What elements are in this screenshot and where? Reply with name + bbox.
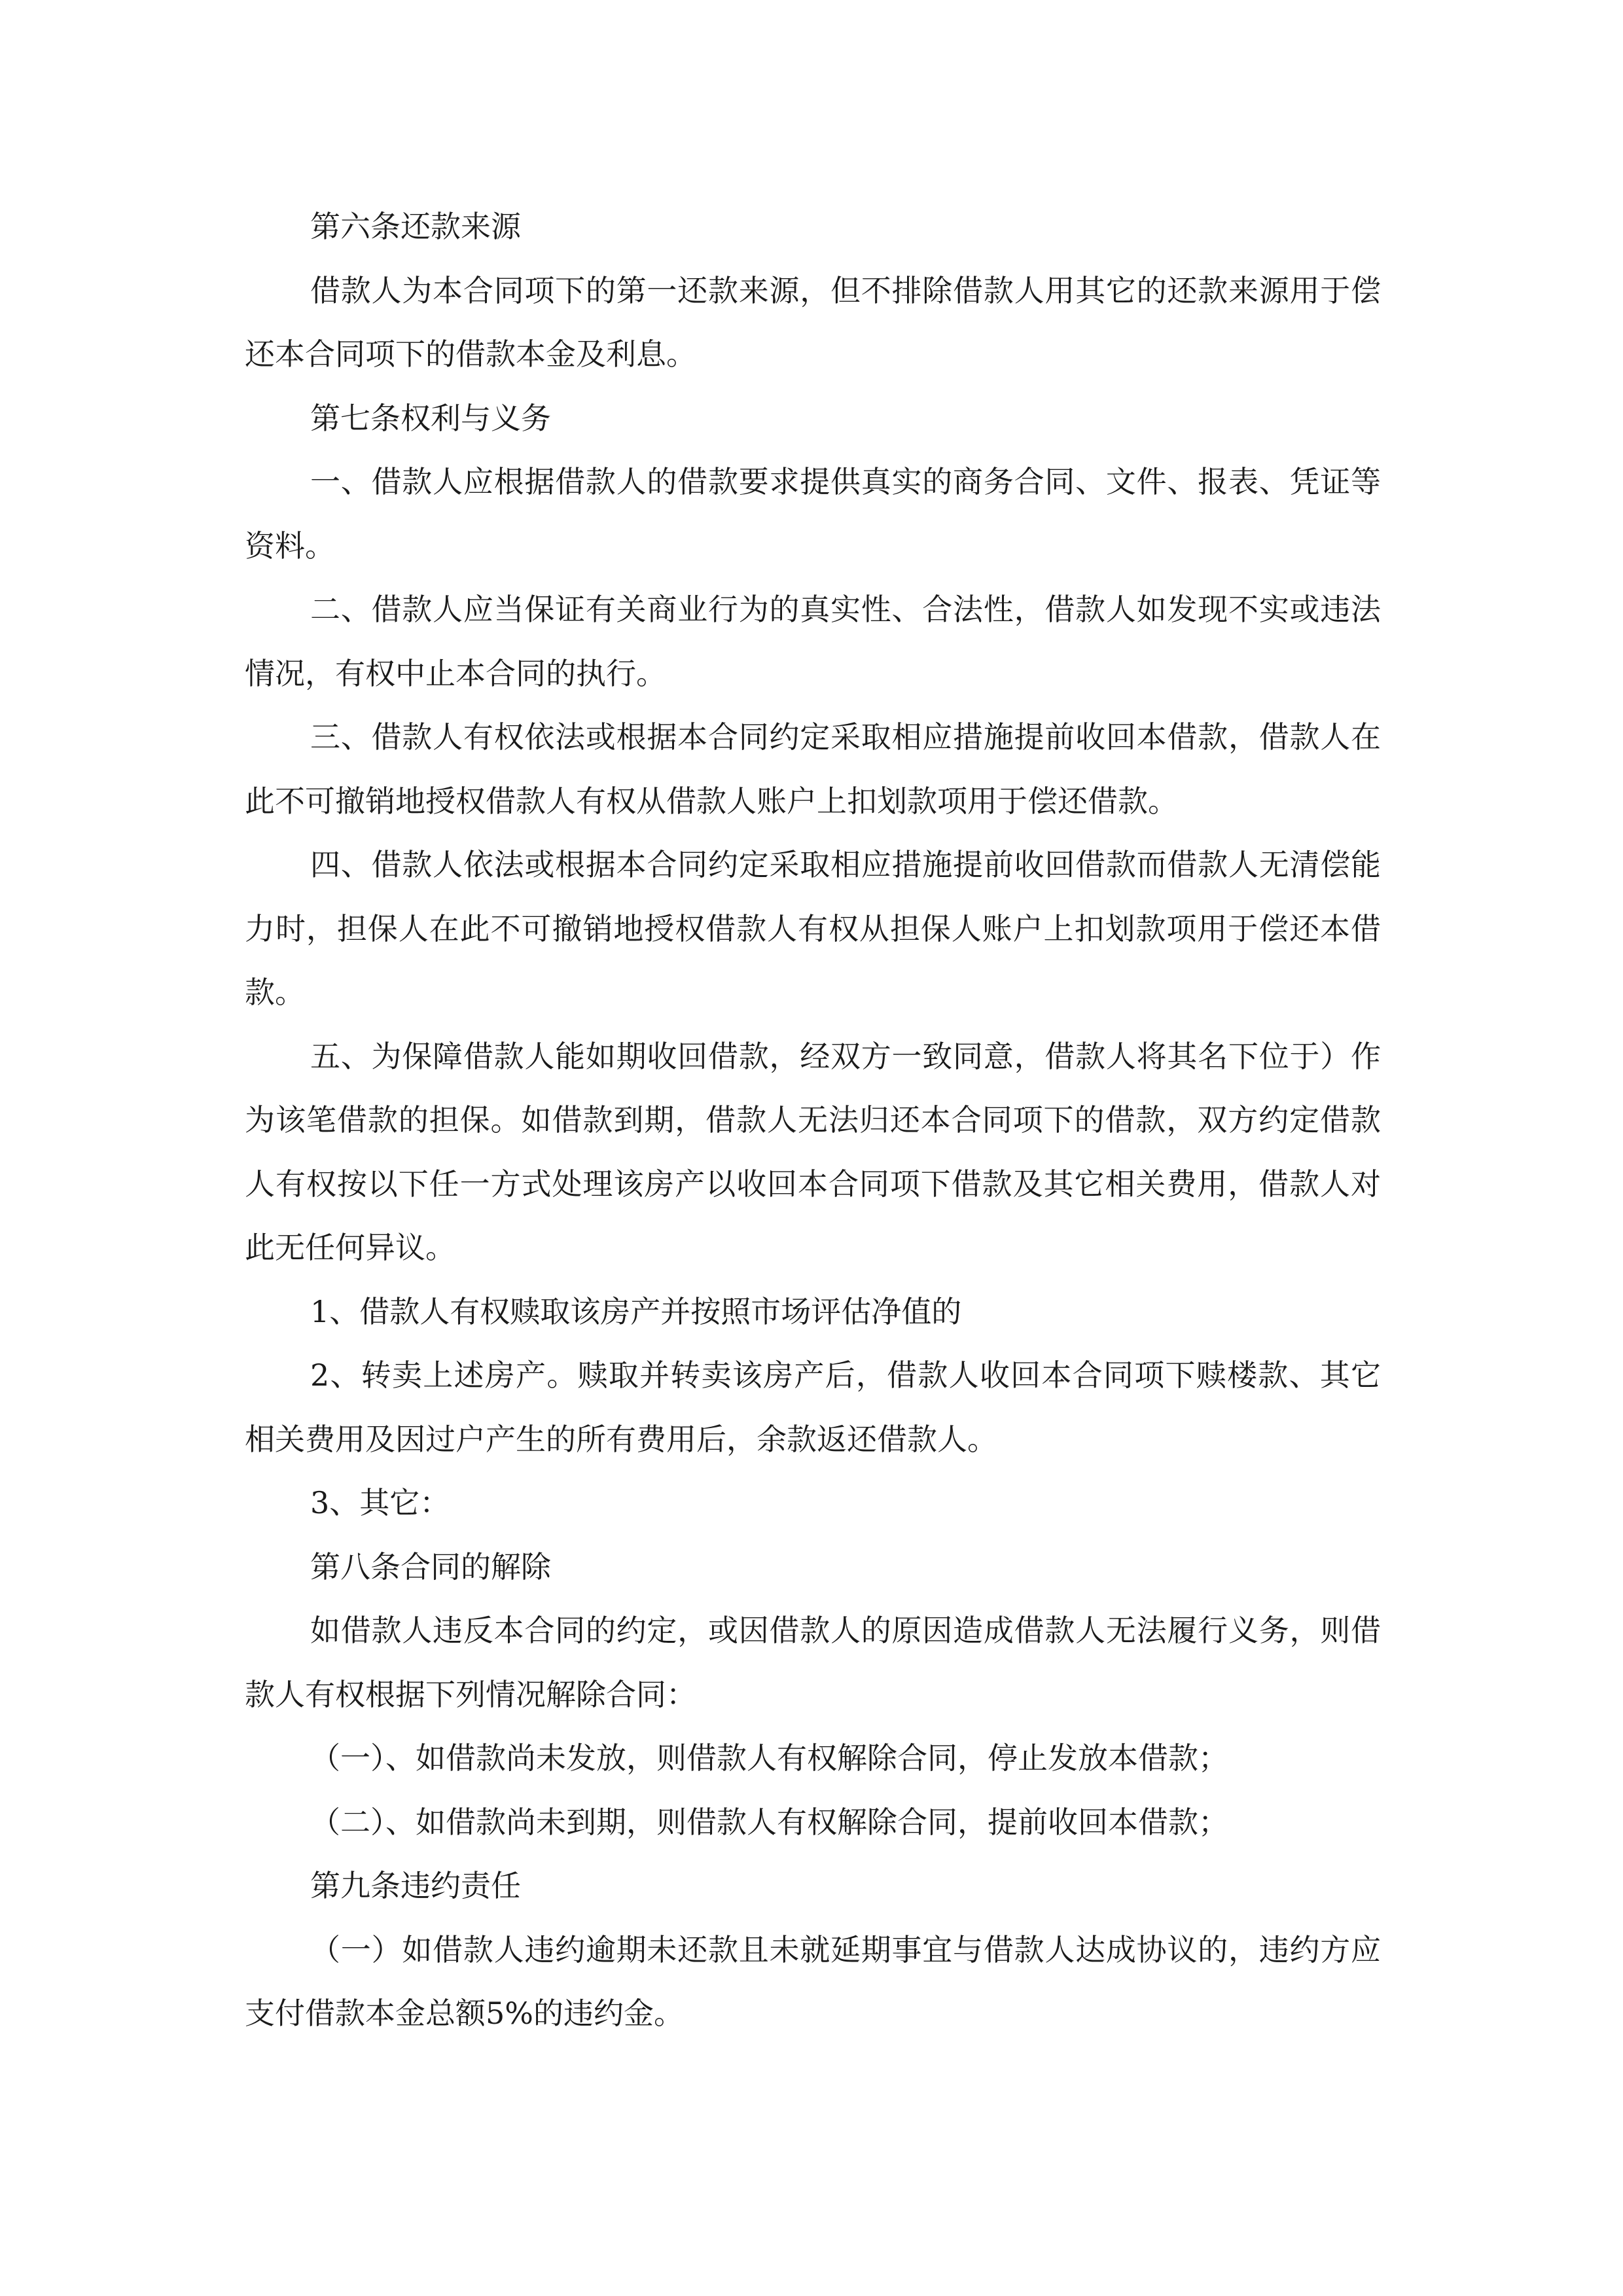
list-item: 1、借款人有权赎取该房产并按照市场评估净值的 xyxy=(310,1293,962,1329)
paragraph: 借款人为本合同项下的第一还款来源，但不排除借款人用其它的还款来源用于偿还本合同项下的借款本金及利息。 xyxy=(245,272,1381,372)
section-heading-8: 第八条合同的解除 xyxy=(310,1549,551,1585)
paragraph: 一、借款人应根据借款人的借款要求提供真实的商务合同、文件、报表、凭证等资料。 xyxy=(245,464,1381,564)
section-heading-6: 第六条还款来源 xyxy=(310,209,521,244)
list-item: 2、转卖上述房产。赎取并转卖该房产后，借款人收回本合同项下赎楼款、其它相关费用及因过户产生的所有费用后，余款返还借款人。 xyxy=(245,1357,1381,1457)
list-item: （一）、如借款尚未发放，则借款人有权解除合同，停止发放本借款； xyxy=(310,1740,1228,1776)
paragraph: （一）如借款人违约逾期未还款且未就延期事宜与借款人达成协议的，违约方应支付借款本金总额5%的违约金。 xyxy=(245,1931,1381,2031)
section-heading-9: 第九条违约责任 xyxy=(310,1868,521,1903)
paragraph: 如借款人违反本合同的约定，或因借款人的原因造成借款人无法履行义务，则借款人有权根据下列情况解除合同： xyxy=(245,1613,1381,1712)
paragraph: 五、为保障借款人能如期收回借款，经双方一致同意，借款人将其名下位于）作为该笔借款的担保。如借款到期，借款人无法归还本合同项下的借款，双方约定借款人有权按以下任一方式处理该房产以收回本合同项下借款及其它相关费用，借款人对此无任何异议。 xyxy=(245,1038,1381,1265)
section-heading-7: 第七条权利与义务 xyxy=(310,400,551,436)
list-item: （二）、如借款尚未到期，则借款人有权解除合同，提前收回本借款； xyxy=(310,1804,1228,1840)
document-body xyxy=(245,195,1381,2046)
paragraph: 三、借款人有权依法或根据本合同约定采取相应措施提前收回本借款，借款人在此不可撤销地授权借款人有权从借款人账户上扣划款项用于偿还借款。 xyxy=(245,719,1381,819)
paragraph: 四、借款人依法或根据本合同约定采取相应措施提前收回借款而借款人无清偿能力时，担保人在此不可撤销地授权借款人有权从担保人账户上扣划款项用于偿还本借款。 xyxy=(245,847,1381,1010)
list-item: 3、其它： xyxy=(310,1485,450,1520)
paragraph: 二、借款人应当保证有关商业行为的真实性、合法性，借款人如发现不实或违法情况，有权中止本合同的执行。 xyxy=(245,592,1381,691)
